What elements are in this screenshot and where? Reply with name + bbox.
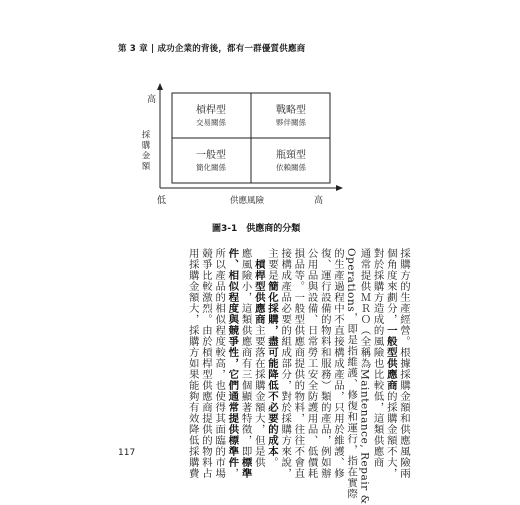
text-column (331, 248, 344, 479)
body-text-segment (253, 248, 265, 259)
body-text-segment: 應風險小，這類供應商有三個顯著特徵，即 (239, 248, 252, 457)
text-column (278, 248, 292, 479)
text-column (344, 248, 358, 500)
emphasis-text: 簡化採購，盡可能降低不必要的成本 (265, 281, 278, 457)
text-column (304, 248, 318, 479)
text-column (199, 248, 212, 479)
quadrant-bottleneck (276, 148, 306, 172)
text-column (384, 248, 397, 479)
text-column (318, 248, 331, 479)
supplier-classification-matrix (0, 0, 520, 240)
x-axis-title: 供應風險 (230, 196, 265, 206)
body-text-segment: 競爭比較激烈。由於槓桿型供應商提供的物料占 (199, 248, 212, 479)
text-column (357, 248, 371, 505)
quadrant-title: 戰略型 (276, 105, 306, 116)
body-text-segment: 採購方的生產經營。根據採購金額和供應風險兩 (398, 248, 410, 479)
text-column (212, 248, 226, 479)
body-text-segment: 通常提供ＭＲＯ（全稱為Maintenance, Repair & (358, 248, 371, 505)
body-text-segment: 用採購金額大，採購方如果能夠有效降低採購費 (186, 248, 199, 479)
quadrant-subtitle: 簡化關係 (196, 163, 226, 172)
quadrant-subtitle: 交易關係 (196, 118, 226, 127)
text-column (397, 248, 410, 479)
y-axis-title: 採購金額 (140, 130, 150, 172)
text-column (252, 248, 265, 468)
quadrant-title: 槓桿型 (196, 105, 226, 116)
body-text-segment: 接構成產品必要的組成部分，對於採購方來說， (279, 248, 292, 479)
quadrant-strategic (276, 103, 306, 127)
x-axis-high-label: 高 (314, 196, 324, 206)
body-text-segment: 公用品與設備、日常勞工安全防護用品、低價耗 (305, 248, 318, 479)
x-axis-low-label: 低 (157, 196, 167, 206)
quadrant-subtitle: 夥伴關係 (276, 118, 306, 127)
body-text-segment: 對於採購方造成的風險也比較低，這類供應商 (371, 248, 384, 468)
body-text-segment: Operations，即是指維護、修復和運行，指在實際 (345, 248, 358, 500)
quadrant-title: 一般型 (196, 150, 226, 161)
quadrant-title: 瓶頸型 (276, 150, 306, 161)
quadrant-general (196, 148, 226, 172)
quadrant-subtitle: 依賴關係 (276, 163, 306, 172)
body-text-segment: 主要是 (265, 248, 278, 281)
text-column (225, 248, 239, 479)
text-column (265, 248, 278, 468)
page-number: 117 (118, 448, 136, 458)
body-text-segment: 的生產過程中不直接構成產品，只用於維護、修 (331, 248, 344, 479)
y-axis-high-label: 高 (147, 95, 157, 105)
body-text-segment: 復、運行設備的物料和服務）類的產品，例如辦 (318, 248, 331, 479)
body-text-segment: 損品等。一般型供應商提供的物料，往往不會直 (292, 248, 305, 479)
text-column (291, 248, 305, 479)
body-text-segment: 所以產品的相似程度較高，也使得其面臨的市場 (213, 248, 226, 479)
body-text-segment: 個角度來劃分， (384, 248, 397, 325)
body-text-segment: 的採購金額不大， (384, 391, 397, 479)
text-column (238, 248, 252, 479)
emphasis-text: 一般型供應商 (384, 325, 397, 391)
text-column (186, 248, 199, 479)
running-header: 第 3 章 | 成功企業的背後，都有一群優質供應商 (118, 44, 306, 54)
emphasis-text: 槓桿型供應商 (252, 259, 265, 325)
quadrant-leverage (196, 103, 226, 127)
figure-caption: 圖3-1 供應商的分類 (212, 224, 301, 234)
emphasis-text: 件、相似程度與競爭性，它們通常提供標準件 (226, 248, 239, 468)
text-column (370, 248, 384, 468)
body-text-segment: 。 (265, 457, 278, 468)
body-text-segment: ， (226, 468, 239, 479)
body-text-segment: 主要落在採購金額大，但是供 (252, 325, 265, 468)
y-axis-arrowhead (157, 83, 163, 90)
x-axis-arrowhead (336, 185, 343, 191)
emphasis-text: 標準 (239, 457, 252, 479)
